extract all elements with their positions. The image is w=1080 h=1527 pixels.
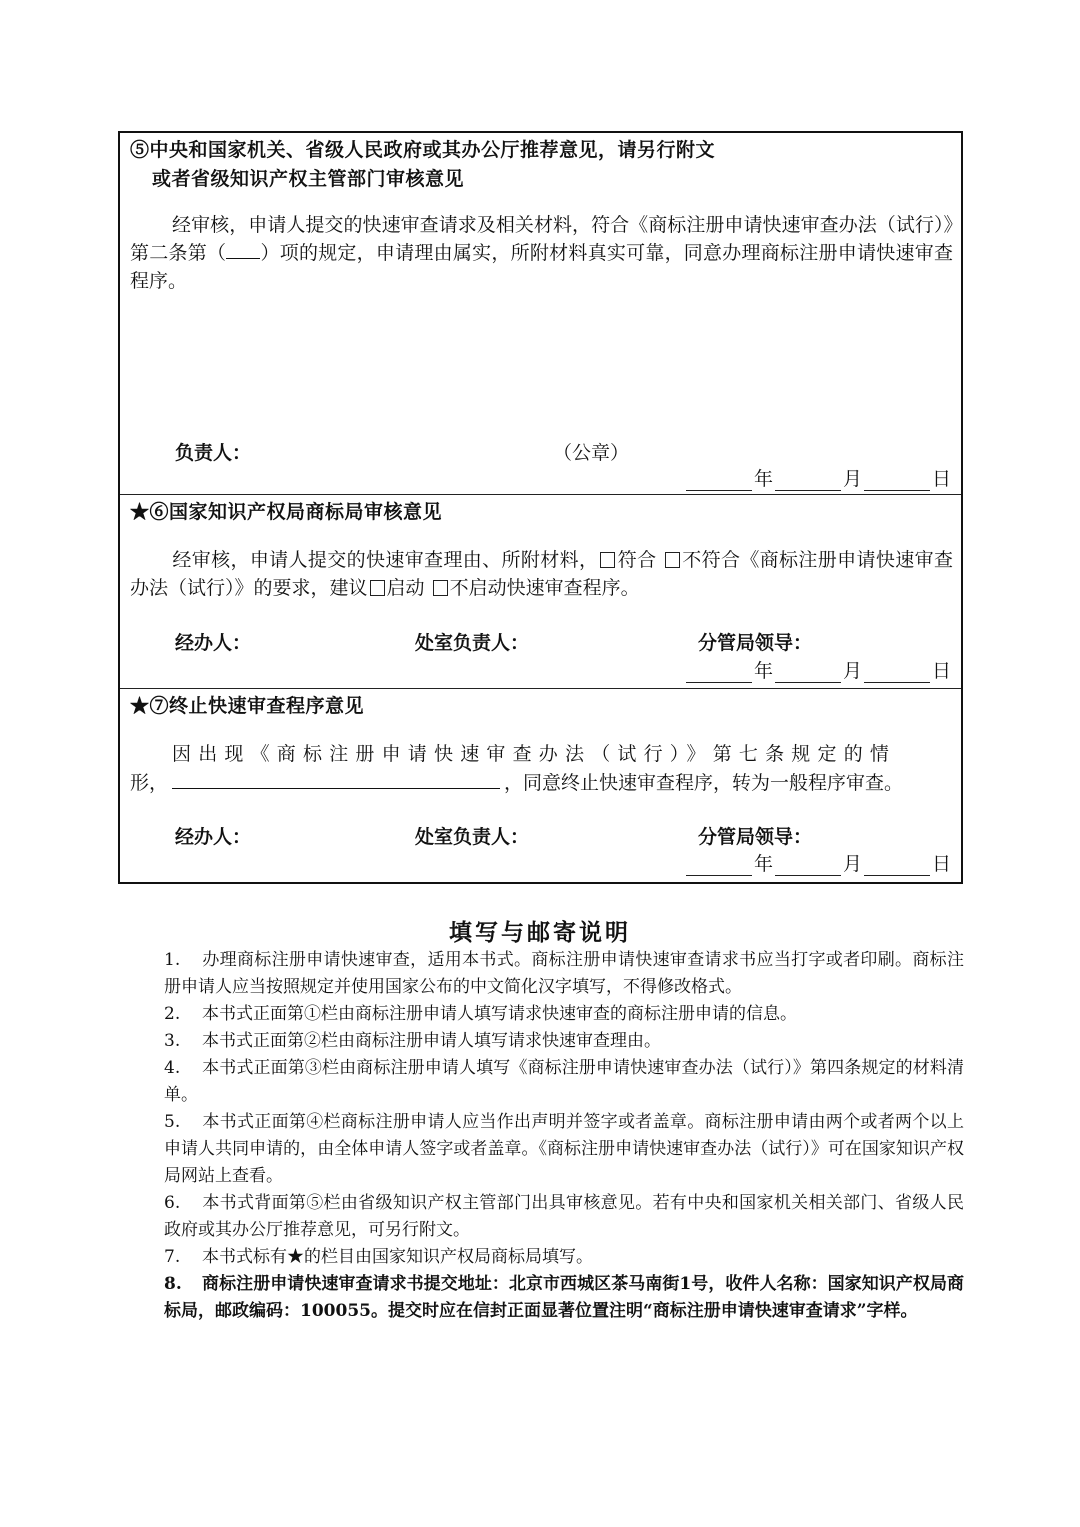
year-field[interactable] — [686, 855, 752, 876]
instruction-item: 1. 办理商标注册申请快速审查，适用本书式。商标注册申请快速审查请求书应当打字或者印刷。商标注册申请人应当按照规定并使用国家公布的中文简化汉字填写，不得修改格式。 — [164, 950, 964, 997]
section-5-seal-label: （公章） — [553, 442, 630, 464]
instruction-item-mailing-address: 8. 商标注册申请快速审查请求书提交地址：北京市西城区茶马南街1号，收件人名称：国家知识产权局商标局，邮政编码：100055。提交时应在信封正面显著位置注明“商标注册申请快速审查请求”字样。 — [164, 1274, 964, 1321]
section-6-trademark-office-review — [120, 495, 961, 689]
section-5-title-line2: 或者省级知识产权主管部门审核意见 — [152, 168, 465, 190]
not-comply-checkbox[interactable] — [665, 552, 680, 568]
section-5-signer-label: 负责人： — [175, 442, 252, 464]
section-5-provincial-review — [120, 133, 961, 495]
section-5-opinion-text: 经审核，申请人提交的快速审查请求及相关材料，符合《商标注册申请快速审查办法（试行）》第二条第（ ）项的规定，申请理由属实，所附材料真实可靠，同意办理商标注册申请快速审查程序。 — [130, 214, 953, 292]
month-field[interactable] — [775, 470, 841, 491]
section-6-office-head-label: 处室负责人： — [415, 632, 530, 654]
month-field[interactable] — [775, 662, 841, 683]
termination-reason-blank[interactable] — [172, 768, 500, 789]
instruction-item: 5. 本书式正面第④栏商标注册申请人应当作出声明并签字或者盖章。商标注册申请由两个或者两个以上申请人共同申请的，由全体申请人签字或者盖章。《商标注册申请快速审查办法（试行）》可在国家知识产权局网站上查看。 — [164, 1112, 964, 1186]
section-5-title-line1: ⑤中央和国家机关、省级人民政府或其办公厅推荐意见，请另行附文 — [130, 139, 716, 161]
instruction-item: 4. 本书式正面第③栏由商标注册申请人填写《商标注册申请快速审查办法（试行）》第四条规定的材料清单。 — [164, 1058, 964, 1105]
instructions-list — [164, 947, 964, 1325]
section-7-handler-label: 经办人： — [175, 826, 252, 848]
day-field[interactable] — [864, 470, 930, 491]
section-6-title: ★⑥国家知识产权局商标局审核意见 — [130, 501, 443, 523]
section-6-handler-label: 经办人： — [175, 632, 252, 654]
section-7-date: 年 月 日 — [686, 852, 953, 876]
section-6-bureau-leader-label: 分管局领导： — [698, 632, 813, 654]
comply-checkbox[interactable] — [600, 552, 615, 568]
section-7-office-head-label: 处室负责人： — [415, 826, 530, 848]
instruction-item: 2. 本书式正面第①栏由商标注册申请人填写请求快速审查的商标注册申请的信息。 — [164, 1004, 797, 1024]
review-opinion-form — [118, 131, 963, 884]
year-field[interactable] — [686, 662, 752, 683]
instructions-title: 填写与邮寄说明 — [449, 920, 631, 946]
section-6-opinion-text: 经审核，申请人提交的快速审查理由、所附材料， 符合 不符合《商标注册申请快速审查办法（试行）》的要求，建议 启动 不启动快速审查程序。 — [130, 549, 953, 599]
instruction-item: 6. 本书式背面第⑤栏由省级知识产权主管部门出具审核意见。若有中央和国家机关相关部门、省级人民政府或其办公厅推荐意见，可另行附文。 — [164, 1193, 964, 1240]
section-7-title: ★⑦终止快速审查程序意见 — [130, 695, 365, 717]
section-7-termination-opinion — [120, 689, 961, 882]
month-field[interactable] — [775, 855, 841, 876]
clause-number-blank[interactable] — [226, 240, 260, 259]
day-field[interactable] — [864, 662, 930, 683]
section-7-bureau-leader-label: 分管局领导： — [698, 826, 813, 848]
year-field[interactable] — [686, 470, 752, 491]
day-field[interactable] — [864, 855, 930, 876]
section-6-date: 年 月 日 — [686, 659, 953, 683]
instruction-item: 7. 本书式标有★的栏目由国家知识产权局商标局填写。 — [164, 1247, 593, 1267]
not-start-checkbox[interactable] — [433, 580, 448, 596]
start-checkbox[interactable] — [370, 580, 385, 596]
instruction-item: 3. 本书式正面第②栏由商标注册申请人填写请求快速审查理由。 — [164, 1031, 661, 1051]
section-7-opinion-text: 因出现《商标注册申请快速审查办法（试行）》第七条规定的情 形， ，同意终止快速审查程序，转为一般程序审查。 — [130, 743, 904, 794]
section-5-title — [130, 136, 715, 194]
section-5-date: 年 月 日 — [686, 467, 953, 491]
